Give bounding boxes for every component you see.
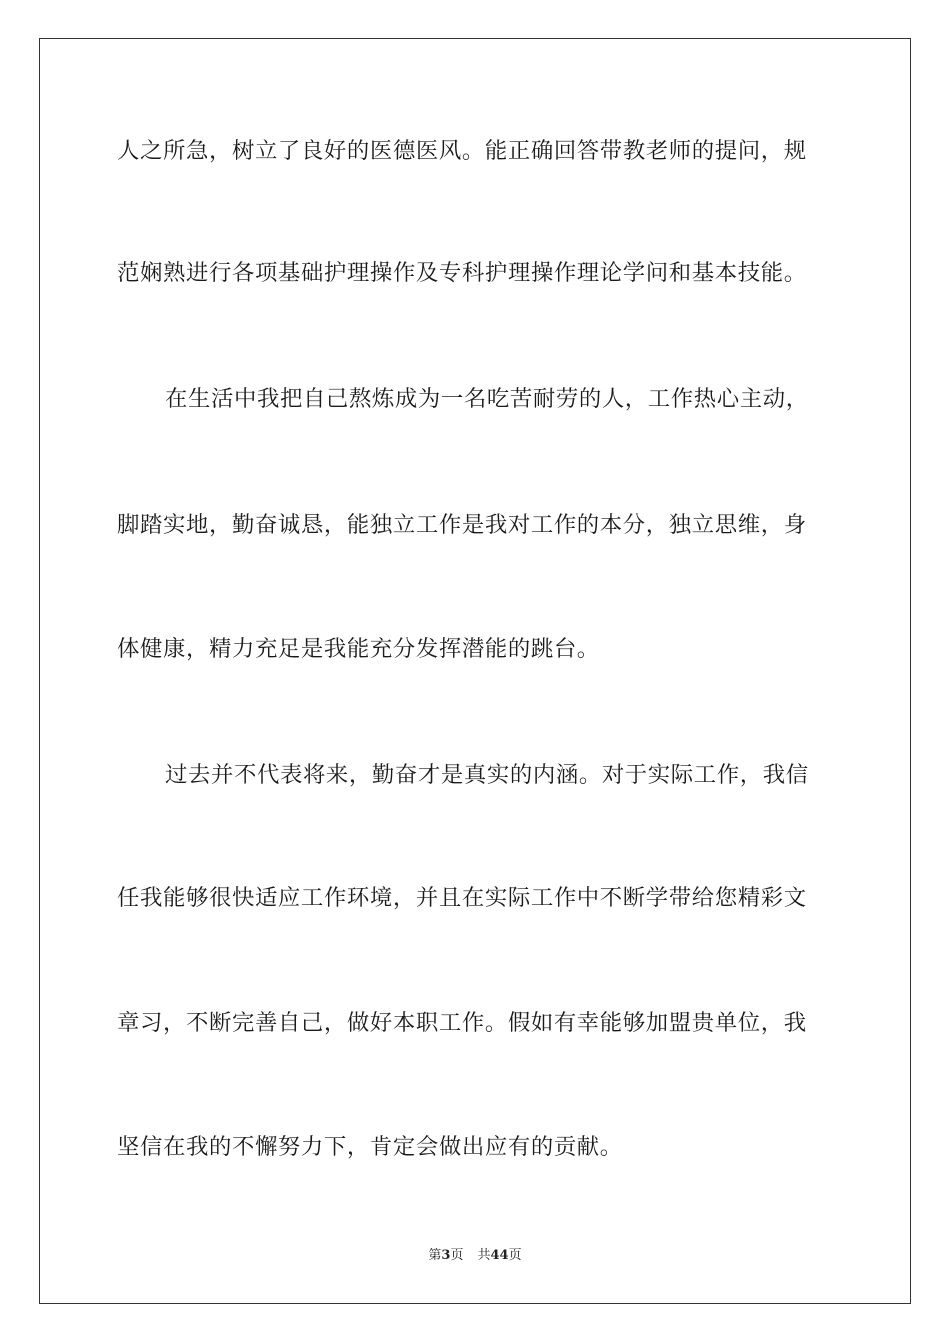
text-line: 人之所急，树立了良好的医德医风。能正确回答带教老师的提问，规 (117, 138, 807, 164)
paragraph-start-line: 过去并不代表将来，勤奋才是真实的内涵。对于实际工作，我信 (165, 762, 809, 788)
page-footer (0, 1247, 950, 1265)
page-prefix: 第 (428, 1248, 442, 1263)
text-line: 坚信在我的不懈努力下，肯定会做出应有的贡献。 (117, 1134, 623, 1160)
page-border (39, 38, 911, 1304)
page-number: 3 (441, 1248, 451, 1263)
total-pages: 44 (490, 1248, 509, 1263)
text-line: 脚踏实地，勤奋诚恳，能独立工作是我对工作的本分，独立思维，身 (117, 512, 807, 538)
text-line: 范娴熟进行各项基础护理操作及专科护理操作理论学问和基本技能。 (117, 260, 807, 286)
text-line: 任我能够很快适应工作环境，并且在实际工作中不断学带给您精彩文 (117, 885, 807, 911)
text-line: 章习，不断完善自己，做好本职工作。假如有幸能够加盟贵单位，我 (117, 1010, 807, 1036)
text-line: 体健康，精力充足是我能充分发挥潜能的跳台。 (117, 636, 600, 662)
paragraph-start-line: 在生活中我把自己熬炼成为一名吃苦耐劳的人，工作热心主动， (165, 386, 809, 412)
total-suffix: 页 (508, 1248, 522, 1263)
total-prefix: 共 (477, 1248, 491, 1263)
page-suffix: 页 (450, 1248, 464, 1263)
